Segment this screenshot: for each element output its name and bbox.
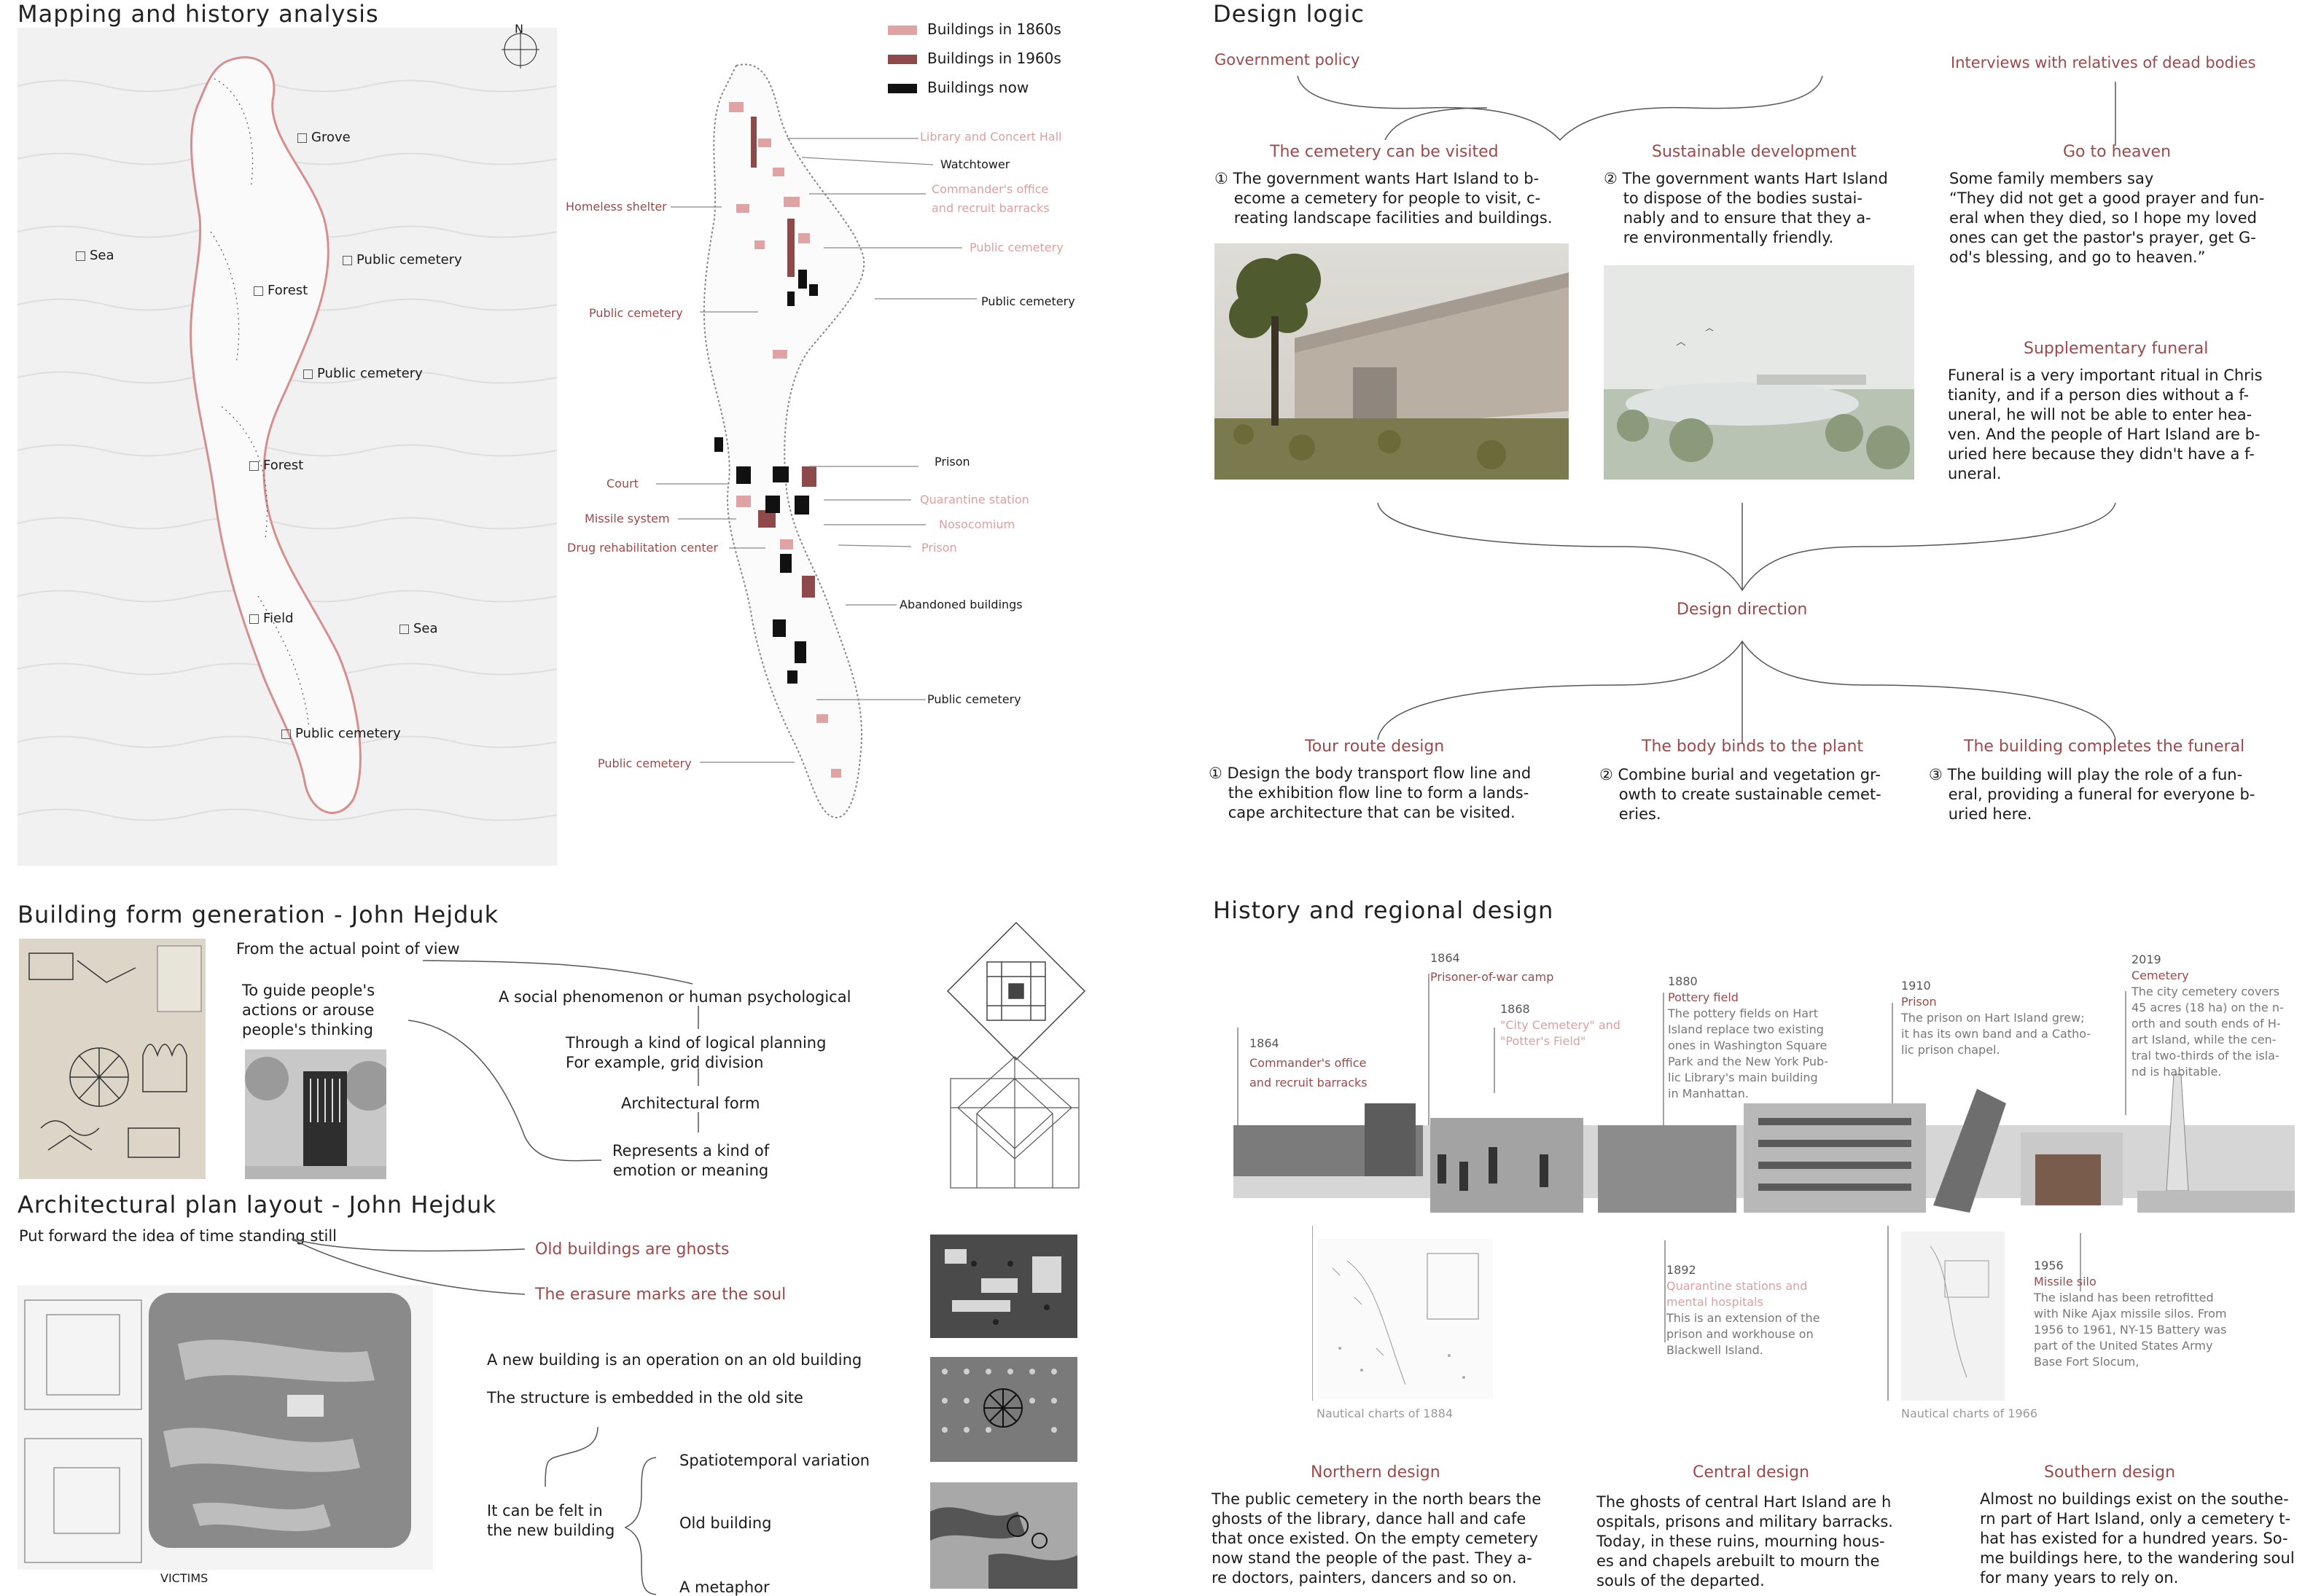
callout-recruit-barracks: and recruit barracks	[932, 201, 1050, 215]
social-text: A social phenomenon or human psychological	[499, 988, 851, 1006]
callout-watchtower: Watchtower	[940, 157, 1010, 171]
chart-1966-label: Nautical charts of 1966	[1901, 1407, 2038, 1420]
t1910: 1910 Prison The prison on Hart Island grew; it has its own band and a Catho- lic prison chapel.	[1901, 979, 2091, 1057]
old-building-text: Old building	[679, 1514, 772, 1532]
operation-text: A new building is an operation on an old building	[487, 1351, 862, 1369]
col2-text: ② The government wants Hart Island to dispose of the bodies sustai- nably and to ensure that they a- re environmentally friendly.	[1604, 170, 1888, 246]
callout-prison: Prison	[921, 541, 957, 555]
spatio-text: Spatiotemporal variation	[679, 1452, 870, 1469]
government-policy: Government policy	[1214, 51, 1360, 69]
map-label-public-cemetery: Public cemetery	[343, 252, 462, 267]
callout-library: Library and Concert Hall	[920, 130, 1062, 144]
hejduk-axonometric	[943, 1049, 1086, 1192]
t1868: 1868 "City Cemetery" and "Potter's Field"	[1500, 1002, 1620, 1048]
map-label-forest: Forest	[254, 283, 308, 298]
chart-1884-label: Nautical charts of 1884	[1317, 1407, 1454, 1420]
callout-drug-rehab: Drug rehabilitation center	[567, 541, 719, 555]
map-label-public-cemetery: Public cemetery	[281, 726, 401, 741]
t1864b: 1864 Prisoner-of-war camp	[1430, 951, 1554, 984]
central-design-title: Central design	[1693, 1463, 1810, 1482]
callout-homeless-shelter: Homeless shelter	[566, 200, 667, 214]
t1892: 1892 Quarantine stations and mental hospitals This is an extension of the prison and workhouse on Blackwell Island.	[1666, 1263, 1820, 1357]
metaphor-text: A metaphor	[679, 1579, 770, 1596]
callout-commanders-office: Commander's office	[932, 182, 1049, 196]
chart-1966	[1901, 1232, 2005, 1401]
callout-public-cemetery: Public cemetery	[970, 240, 1064, 254]
central-design-text: The ghosts of central Hart Island are h ospitals, prisons and military barracks. Today, in these ruins, mourning hous- es and chapels arebuilt to mourn the souls of the departed.	[1596, 1493, 1893, 1589]
map-label-sea: Sea	[76, 248, 114, 263]
plan-idea: Put forward the idea of time standing still	[19, 1227, 338, 1245]
map-label-field: Field	[249, 611, 294, 626]
victims-label: VICTIMS	[160, 1571, 208, 1585]
map-label-public-cemetery: Public cemetery	[303, 366, 423, 381]
d2-text: ② Combine burial and vegetation gr- owth to create sustainable cemet- eries.	[1599, 766, 1881, 823]
col2-title: Sustainable development	[1652, 143, 1857, 161]
callout-prison: Prison	[935, 455, 970, 469]
rendering-wall-tree	[1214, 243, 1569, 480]
chart-1884	[1318, 1239, 1493, 1399]
represents-text: Represents a kind of emotion or meaning	[612, 1142, 770, 1179]
south-design-title: Southern design	[2044, 1463, 2176, 1482]
hejduk-tower-photo	[245, 1049, 386, 1179]
grid-collage-2	[930, 1357, 1077, 1462]
col3b-text: Funeral is a very important ritual in Chris tianity, and if a person dies without a f- uneral, he will not be able to enter hea- ven. And the people of Hart Island are b- uried here because they didn't have a f- uneral.	[1948, 367, 2263, 482]
legend-item: Buildings now	[888, 79, 1061, 108]
d3-title: The building completes the funeral	[1964, 738, 2245, 756]
legend-item: Buildings in 1860s	[888, 20, 1061, 50]
callout-public-cemetery: Public cemetery	[927, 692, 1021, 706]
callout-public-cemetery: Public cemetery	[981, 294, 1075, 308]
ghosts-text: Old buildings are ghosts	[535, 1240, 730, 1259]
design-logic-title: Design logic	[1213, 0, 1365, 28]
map-label-grove: Grove	[297, 130, 351, 145]
t1864a: 1864 Commander's office and recruit barracks	[1249, 1036, 1368, 1090]
plan-title: Architectural plan layout - John Hejduk	[17, 1191, 497, 1218]
legend-item: Buildings in 1960s	[888, 50, 1061, 79]
map-label-sea: Sea	[399, 621, 438, 636]
north-arrow-label: N	[515, 22, 523, 36]
hejduk-sketch	[19, 939, 206, 1179]
col3-title: Go to heaven	[2063, 143, 2172, 161]
callout-missile-system: Missile system	[585, 512, 670, 525]
d1-text: ① Design the body transport flow line and the exhibition flow line to form a lands- cape architecture that can be visited.	[1209, 764, 1532, 821]
d3-text: ③ The building will play the role of a fun- eral, providing a funeral for everyone b- uried here.	[1929, 766, 2255, 823]
planning-text: Through a kind of logical planning For example, grid division	[566, 1034, 827, 1071]
victims-plan	[17, 1286, 433, 1570]
embedded-text: The structure is embedded in the old site	[487, 1389, 803, 1407]
grid-collage-3	[930, 1482, 1077, 1589]
grid-collage-1	[930, 1235, 1077, 1338]
callout-court: Court	[606, 477, 639, 490]
callout-abandoned: Abandoned buildings	[900, 598, 1023, 611]
felt-connector	[539, 1421, 685, 1596]
callout-public-cemetery: Public cemetery	[589, 306, 683, 320]
t1956: 1956 Missile silo The island has been retrofitted with Nike Ajax missile silos. From 1956 to 1961, NY-15 Battery was part of the United States Army Base Fort Slocum,	[2034, 1259, 2227, 1369]
callout-nosocomium: Nosocomium	[939, 517, 1015, 531]
design-direction: Design direction	[1677, 601, 1808, 619]
d1-title: Tour route design	[1305, 738, 1445, 756]
mapping-title: Mapping and history analysis	[17, 0, 379, 28]
arch-form-text: Architectural form	[621, 1095, 760, 1112]
hejduk-plan-diamond	[945, 920, 1088, 1063]
rendering-wetland	[1604, 265, 1914, 480]
callout-quarantine: Quarantine station	[920, 493, 1029, 506]
north-design-text: The public cemetery in the north bears the ghosts of the library, dance hall and cafe that once existed. On the empty cemetery now stand the people of the past. They a- re doctors, painters, dancers and so on.	[1212, 1490, 1542, 1587]
col1-text: ① The government wants Hart Island to b- ecome a cemetery for people to visit, c- reating landscape facilities and buildings.	[1214, 170, 1553, 227]
form-title: Building form generation - John Hejduk	[17, 901, 499, 928]
col3b-title: Supplementary funeral	[2024, 340, 2209, 358]
interviews-label: Interviews with relatives of dead bodies	[1951, 54, 2256, 71]
t2019: 2019 Cemetery The city cemetery covers 45 acres (18 ha) on the n- orth and south ends of H- art Island, while the cen- tral two-thirds of the isla- nd is habitable.	[2131, 952, 2284, 1079]
felt-text: It can be felt in the new building	[487, 1502, 615, 1539]
soul-text: The erasure marks are the soul	[535, 1286, 787, 1304]
callout-public-cemetery: Public cemetery	[598, 756, 692, 770]
pov-text: From the actual point of view	[236, 940, 460, 958]
col1-title: The cemetery can be visited	[1270, 143, 1499, 161]
t1880: 1880 Pottery field The pottery fields on Hart Island replace two existing ones in Washington Square Park and the New York Pub- lic Library's main building in Manhattan.	[1668, 974, 1828, 1100]
history-title: History and regional design	[1213, 896, 1554, 924]
col3-text: Some family members say “They did not get a good prayer and fun- eral when they died, so I hope my loved ones can get the pastor's prayer, get G- od's blessing, and go to heaven.”	[1949, 170, 2265, 266]
map-label-forest: Forest	[249, 458, 303, 473]
guide-text: To guide people's actions or arouse people's thinking	[242, 982, 375, 1038]
south-design-text: Almost no buildings exist on the southe- rn part of Hart Island, only a cemetery t- hat has existed for a hundred years. So- me buildings here, to the wandering soul for many years to rely on.	[1980, 1490, 2295, 1587]
north-design-title: Northern design	[1311, 1463, 1440, 1482]
d2-title: The body binds to the plant	[1642, 738, 1864, 756]
